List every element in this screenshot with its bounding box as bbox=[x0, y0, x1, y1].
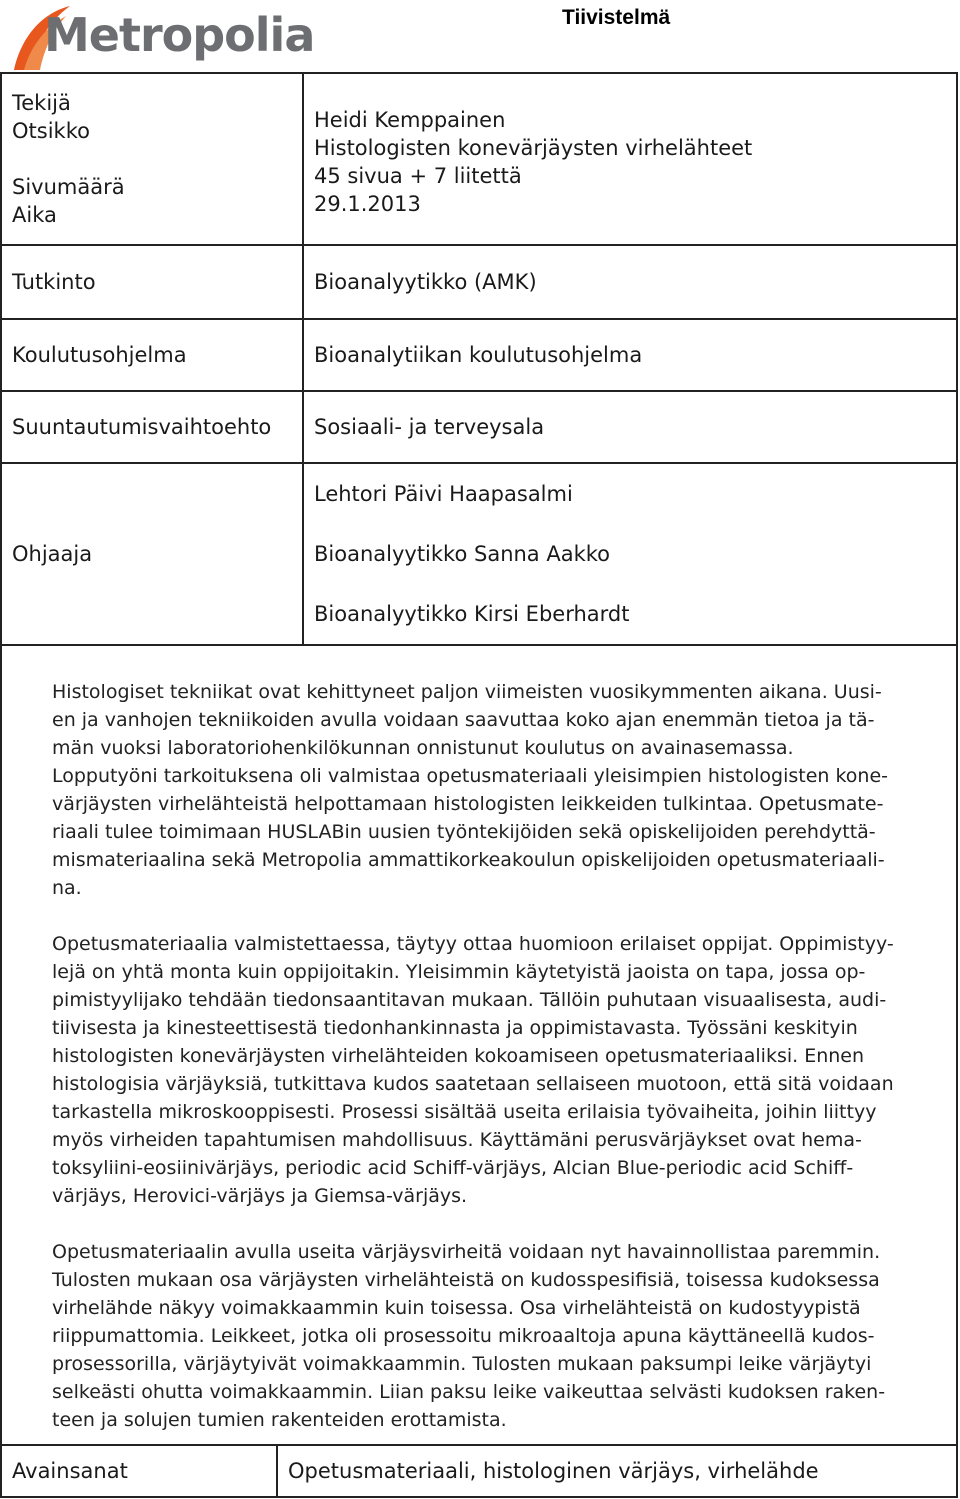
abstract-line: Opetusmateriaalia valmistettaessa, täytyy ottaa huomioon erilaiset oppijat. Oppimistyy- bbox=[52, 933, 894, 955]
degree-value: Bioanalyytikko (AMK) bbox=[303, 245, 957, 319]
abstract-line: Opetusmateriaalin avulla useita värjäysvirheitä voidaan nyt havainnollistaa paremmin. bbox=[52, 1241, 881, 1263]
page-count-label: Sivumäärä bbox=[12, 175, 125, 199]
abstract-line: selkeästi ohutta voimakkaammin. Liian paksu leike vaikeuttaa selvästi kudoksen raken- bbox=[52, 1381, 886, 1403]
specialization-label: Suuntautumisvaihtoehto bbox=[1, 391, 303, 463]
supervisor-1: Lehtori Päivi Haapasalmi bbox=[314, 482, 573, 506]
specialization-value: Sosiaali- ja terveysala bbox=[303, 391, 957, 463]
table-row bbox=[1, 245, 957, 319]
author-label: Tekijä bbox=[12, 91, 71, 115]
document-type-title: Tiivistelmä bbox=[562, 6, 671, 29]
date-label: Aika bbox=[12, 203, 57, 227]
author-value: Heidi Kemppainen bbox=[314, 108, 506, 132]
abstract-line: teen ja solujen tumien rakenteiden erottamista. bbox=[52, 1409, 507, 1431]
abstract-line: histologisten konevärjäysten virhelähteiden kokoamiseen opetusmateriaaliksi. Ennen bbox=[52, 1045, 865, 1067]
date-value: 29.1.2013 bbox=[314, 192, 421, 216]
abstract-line: värjäysten virhelähteistä helpottamaan histologisten leikkeiden tulkintaa. Opetusmate- bbox=[52, 793, 884, 815]
table-row bbox=[1, 319, 957, 391]
abstract-line: värjäys, Herovici-värjäys ja Giemsa-värjäys. bbox=[52, 1185, 468, 1207]
title-value: Histologisten konevärjäysten virhelähteet bbox=[314, 136, 753, 160]
abstract-line: lejä on yhtä monta kuin oppijoitakin. Yleisimmin käytetyistä jaoista on tapa, jossa op- bbox=[52, 961, 866, 983]
abstract-line: tarkastella mikroskooppisesti. Prosessi sisältää useita erilaisia työvaiheita, joihin liittyy bbox=[52, 1101, 877, 1123]
supervisors-cell bbox=[303, 463, 957, 645]
degree-label: Tutkinto bbox=[1, 245, 303, 319]
table-row bbox=[1, 1445, 957, 1497]
abstract-line: mismateriaalina sekä Metropolia ammattikorkeakoulun opiskelijoiden opetusmateriaali- bbox=[52, 849, 885, 871]
table-row bbox=[1, 463, 957, 645]
program-value: Bioanalytiikan koulutusohjelma bbox=[303, 319, 957, 391]
logo-wordmark: Metropolia bbox=[44, 8, 315, 62]
supervisor-3: Bioanalyytikko Kirsi Eberhardt bbox=[314, 602, 630, 626]
abstract-line: na. bbox=[52, 877, 82, 899]
table-row bbox=[1, 391, 957, 463]
abstract-line: prosessorilla, värjäytyivät voimakkaammin. Tulosten mukaan paksumpi leike värjäytyi bbox=[52, 1353, 872, 1375]
abstract-line: virhelähde näkyy voimakkaammin kuin toisessa. Osa virhelähteistä on kudostyypistä bbox=[52, 1297, 861, 1319]
thesis-metadata-table bbox=[0, 72, 958, 646]
abstract-line: Tulosten mukaan osa värjäysten virhelähteistä on kudosspesifisiä, toisessa kudoksessa bbox=[52, 1269, 880, 1291]
keywords-table bbox=[0, 1444, 958, 1498]
abstract-line: tiivisesta ja kinesteettisestä tiedonhankinnasta ja oppimistavasta. Työssäni keskityin bbox=[52, 1017, 858, 1039]
abstract-paragraph-1 bbox=[52, 678, 952, 902]
abstract-line: riippumattomia. Leikkeet, jotka oli prosessoitu mikroaaltoja apuna käyttäneellä kudos- bbox=[52, 1325, 875, 1347]
abstract-line: riaali tulee toimimaan HUSLABin uusien työntekijöiden sekä opiskelijoiden perehdyttä- bbox=[52, 821, 876, 843]
abstract-line: toksyliini-eosiinivärjäys, periodic acid Schiff-värjäys, Alcian Blue-periodic acid Schiff- bbox=[52, 1157, 854, 1179]
title-label: Otsikko bbox=[12, 119, 90, 143]
supervisor-label: Ohjaaja bbox=[1, 463, 303, 645]
keywords-value: Opetusmateriaali, histologinen värjäys, virhelähde bbox=[277, 1445, 957, 1497]
supervisor-2: Bioanalyytikko Sanna Aakko bbox=[314, 542, 611, 566]
meta-values-cell bbox=[303, 73, 957, 245]
abstract-line: histologisia värjäyksiä, tutkittava kudos saatetaan sellaiseen muotoon, että sitä voidaan bbox=[52, 1073, 894, 1095]
abstract-line: Lopputyöni tarkoituksena oli valmistaa opetusmateriaali yleisimpien histologisten kone- bbox=[52, 765, 889, 787]
document-header bbox=[0, 0, 960, 72]
page-count-value: 45 sivua + 7 liitettä bbox=[314, 164, 522, 188]
abstract-line: myös virheiden tapahtumisen mahdollisuus. Käyttämäni perusvärjäykset ovat hema- bbox=[52, 1129, 862, 1151]
meta-labels-cell bbox=[1, 73, 303, 245]
abstract-paragraph-2 bbox=[52, 930, 952, 1210]
abstract-line: en ja vanhojen tekniikoiden avulla voidaan saavuttaa koko ajan enemmän tietoa ja tä- bbox=[52, 709, 875, 731]
table-row bbox=[1, 73, 957, 245]
abstract-line: män vuoksi laboratoriohenkilökunnan onnistunut koulutus on avainasemassa. bbox=[52, 737, 794, 759]
abstract-paragraph-3 bbox=[52, 1238, 952, 1434]
abstract-box bbox=[0, 636, 958, 1446]
abstract-line: Histologiset tekniikat ovat kehittyneet paljon viimeisten vuosikymmenten aikana. Uusi- bbox=[52, 681, 882, 703]
program-label: Koulutusohjelma bbox=[1, 319, 303, 391]
keywords-label: Avainsanat bbox=[1, 1445, 277, 1497]
abstract-line: pimistyylijako tehdään tiedonsaantitavan mukaan. Tällöin puhutaan visuaalisesta, audi- bbox=[52, 989, 887, 1011]
